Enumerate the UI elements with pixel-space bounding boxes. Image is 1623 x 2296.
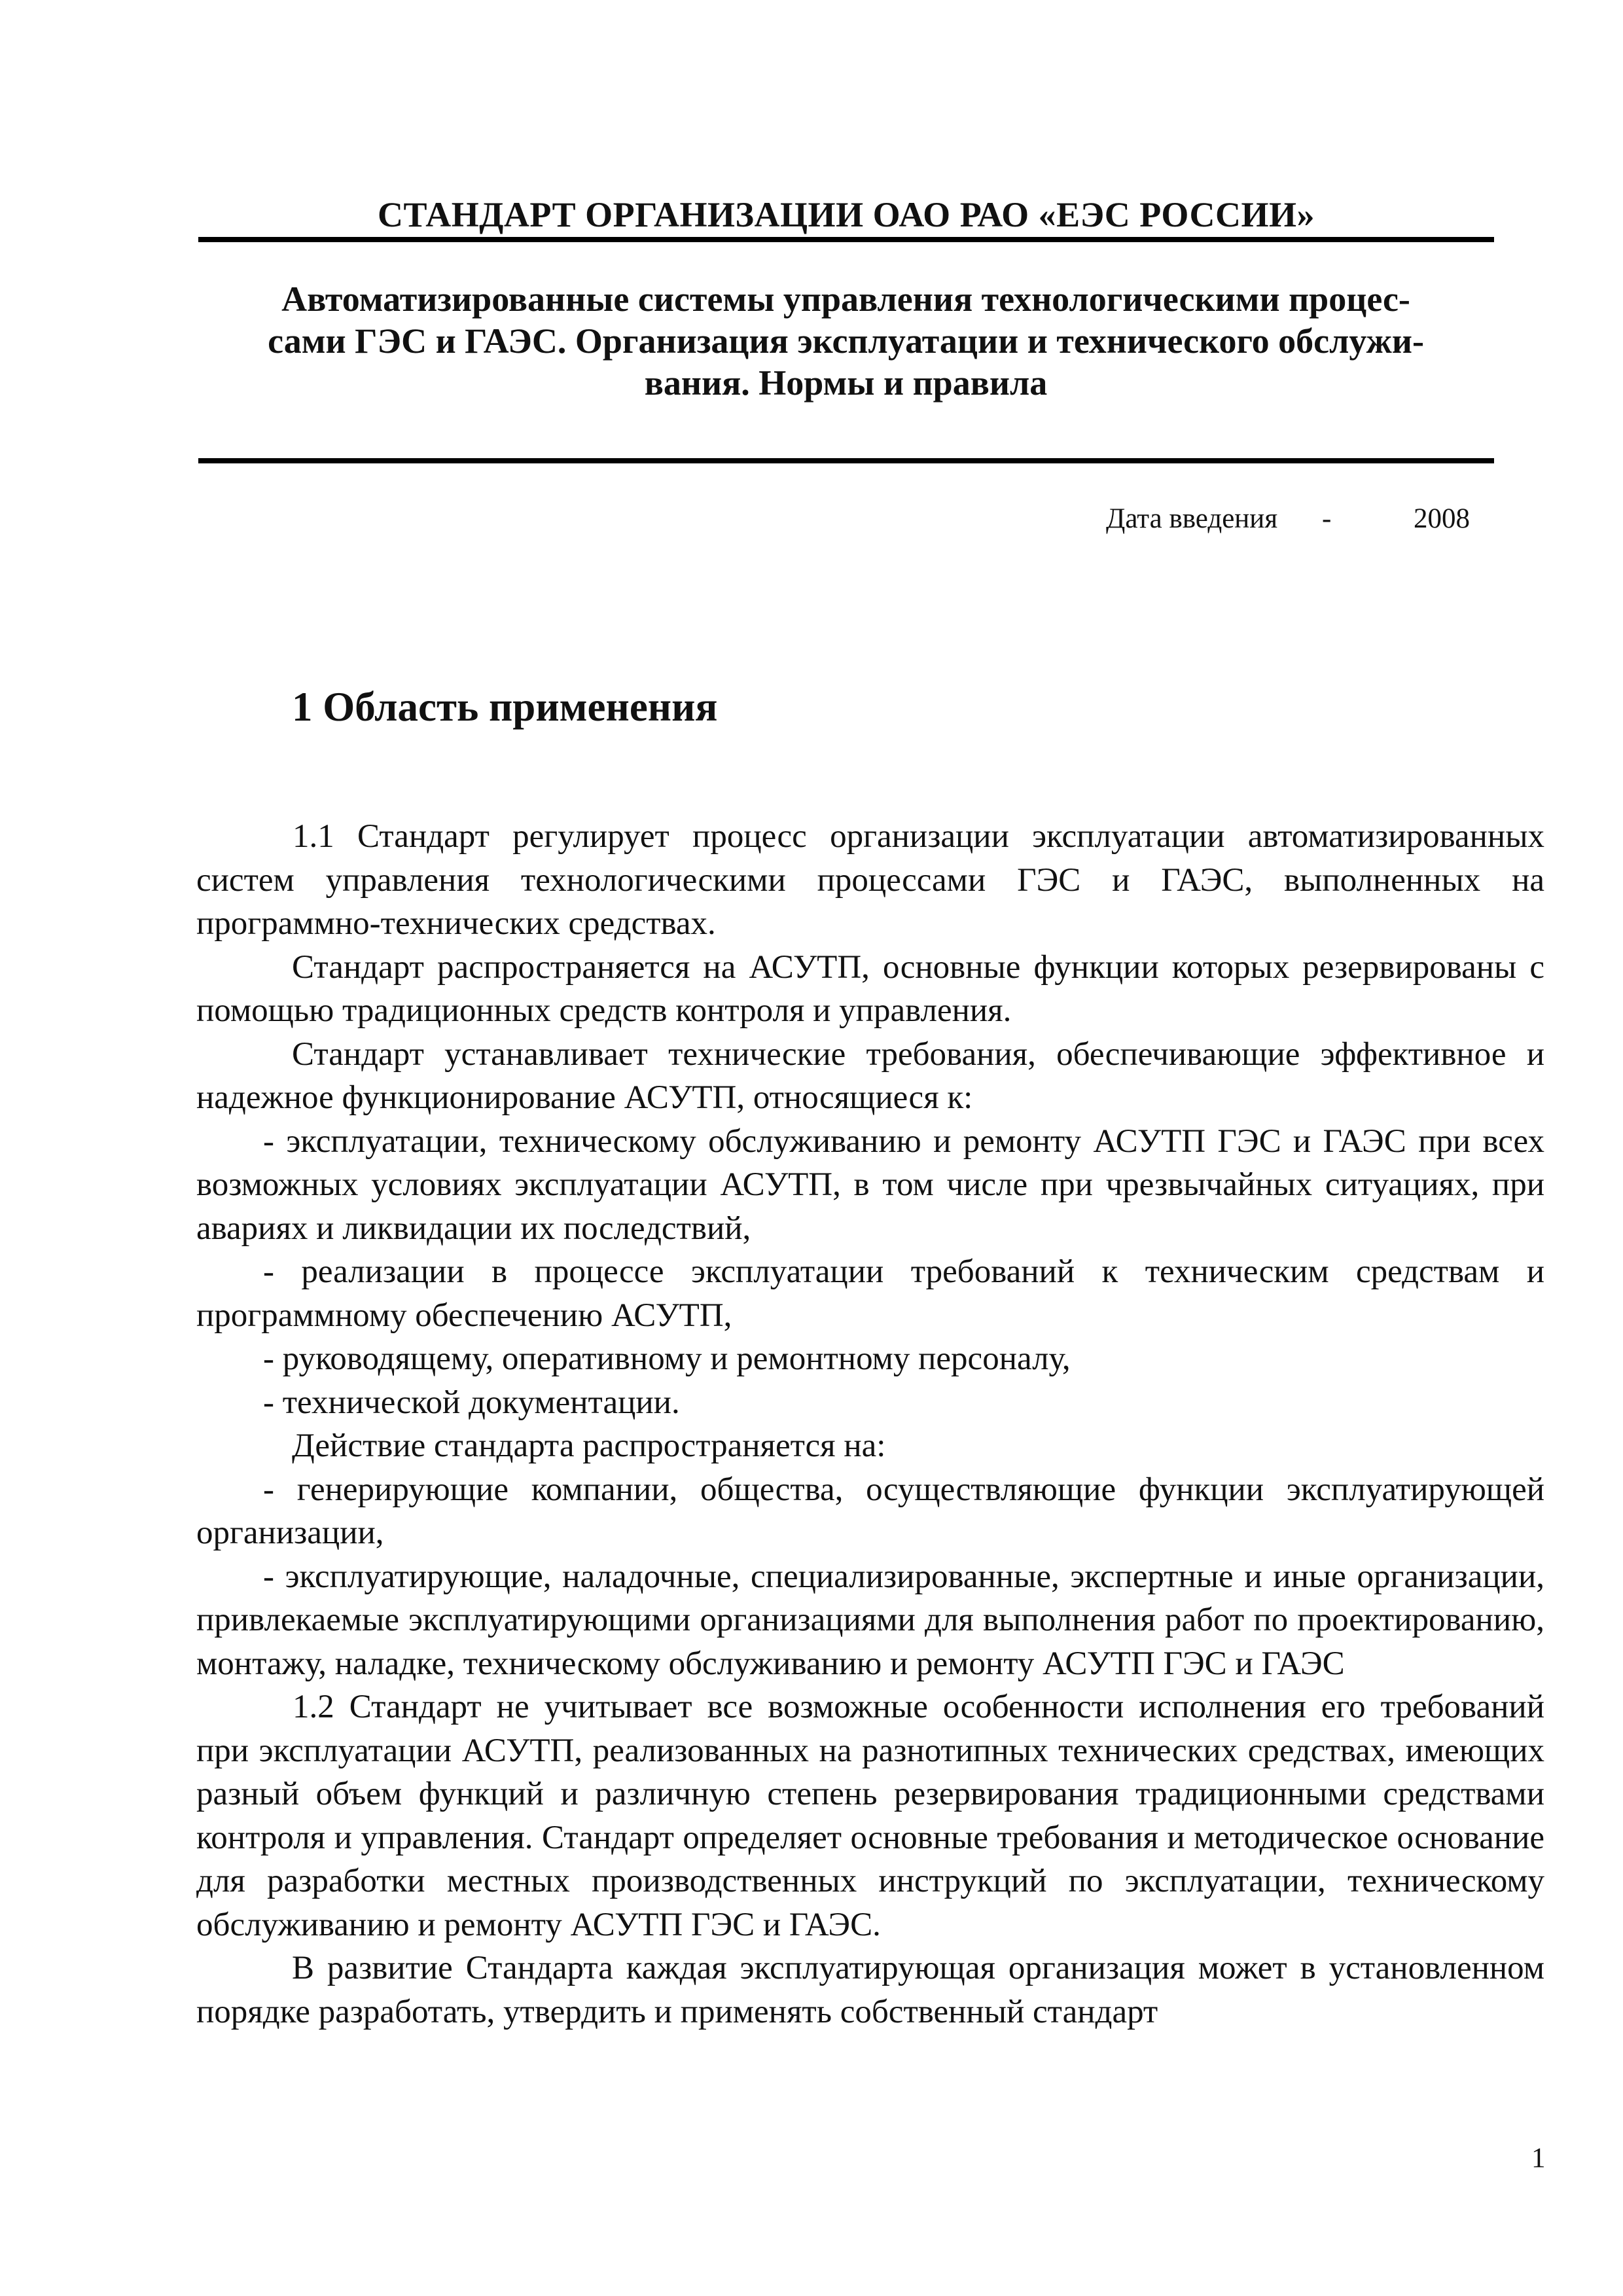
list-item: - эксплуатирующие, наладочные, специализированные, экспертные и иные организации, привлекаемые эксплуатирующими организациями для выполнения работ по проектированию, монтажу, наладке, техническому обслуживанию и ремонту АСУТП ГЭС и ГАЭС (196, 1558, 1544, 1682)
introduction-date-year: 2008 (1414, 503, 1470, 534)
document-subtitle (216, 278, 1476, 404)
list-item: - реализации в процессе эксплуатации требований к техническим средствам и программному обеспечению АСУТП, (196, 1253, 1544, 1334)
paragraph: Стандарт распространяется на АСУТП, основные функции которых резервированы с помощью традиционных средств контроля и управления. (196, 948, 1544, 1029)
paragraph: В развитие Стандарта каждая эксплуатирующая организация может в установленном порядке разработать, утвердить и применять собственный стандарт (196, 1950, 1544, 2030)
paragraph: 1.1 Стандарт регулирует процесс организации эксплуатации автоматизированных систем управления технологическими процессами ГЭС и ГАЭС, выполненных на программно-технических средствах. (196, 818, 1544, 942)
paragraph: Действие стандарта распространяется на: (292, 1427, 886, 1464)
list-item: - технической документации. (263, 1384, 680, 1421)
subtitle-line: Автоматизированные системы управления технологическими процес- (281, 279, 1410, 319)
list-item: - руководящему, оперативному и ремонтному персоналу, (263, 1340, 1071, 1377)
list-item: - эксплуатации, техническому обслуживанию и ремонту АСУТП ГЭС и ГАЭС при всех возможных условиях эксплуатации АСУТП, в том числе при чрезвычайных ситуациях, при авариях и ликвидации их последствий, (196, 1122, 1544, 1247)
paragraph: 1.2 Стандарт не учитывает все возможные особенности исполнения его требований при эксплуатации АСУТП, реализованных на разнотипных технических средствах, имеющих разный объем функций и различную степень резервирования традиционными средствами контроля и управления. Стандарт определяет основные требования и методическое основание для разработки местных производственных инструкций по эксплуатации, техническому обслуживанию и ремонту АСУТП ГЭС и ГАЭС. (196, 1689, 1544, 1943)
header-divider-bottom (198, 458, 1494, 463)
section-heading: 1 Область применения (292, 684, 718, 730)
subtitle-line: вания. Нормы и правила (644, 363, 1048, 403)
list-item: - генерирующие компании, общества, осуществляющие функции эксплуатирующей организации, (196, 1471, 1544, 1551)
document-header-title: СТАНДАРТ ОРГАНИЗАЦИИ ОАО РАО «ЕЭС РОССИИ» (377, 195, 1315, 234)
subtitle-line: сами ГЭС и ГАЭС. Организация эксплуатации и технического обслужи- (268, 321, 1424, 361)
paragraph: Стандарт устанавливает технические требования, обеспечивающие эффективное и надежное функционирование АСУТП, относящиеся к: (196, 1035, 1544, 1116)
section-body (196, 815, 1544, 2034)
introduction-date-dash: - (1322, 503, 1332, 534)
introduction-date-label: Дата введения (1106, 503, 1278, 534)
header-divider-top (198, 237, 1494, 242)
page-number: 1 (1531, 2143, 1546, 2174)
